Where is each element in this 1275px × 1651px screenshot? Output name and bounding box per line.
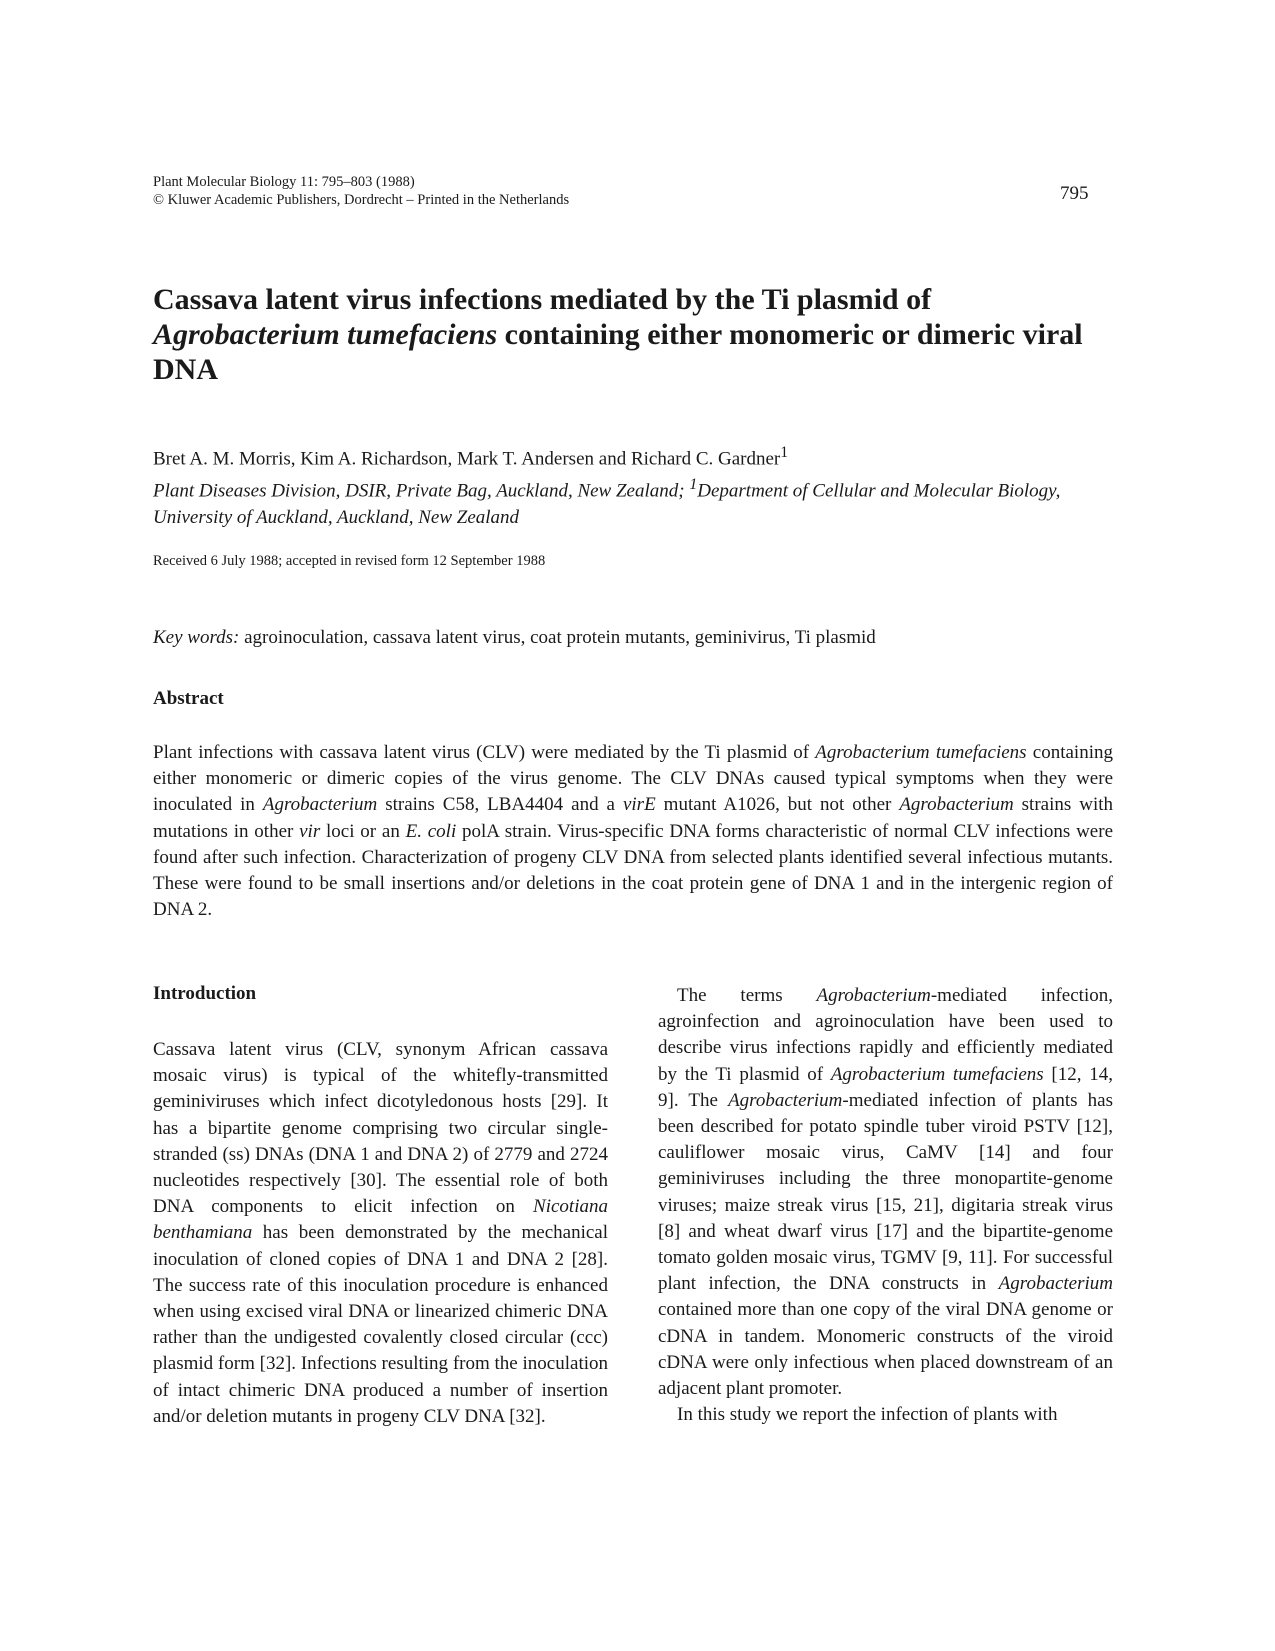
intro-paragraph-2: The terms Agrobacterium-mediated infection, agroinfection and agroinoculation have been used to describe virus infections rapidly and efficiently mediated by the Ti plasmid of Agrobacterium tumefaciens [12, 14, 9]. The Agrobacterium-mediated infection of plants has been described for potato spindle tuber viroid PSTV [12], cauliflower mosaic virus, CaMV [14] and four geminiviruses including the three monopartite-genome viruses; maize streak virus [15, 21], digitaria streak virus [8] and wheat dwarf virus [17] and the bipartite-genome tomato golden mosaic virus, TGMV [9, 11]. For successful plant infection, the DNA constructs in Agrobacterium contained more than one copy of the viral DNA genome or cDNA in tandem. Monomeric constructs of the viroid cDNA were only infectious when placed downstream of an adjacent plant promoter. <box>658 985 1113 1400</box>
affiliations: Plant Diseases Division, DSIR, Private Bag, Auckland, New Zealand; $^1$Department of Cellular and Molecular Biology, University of Auckland, Auckland, New Zealand <box>153 476 1061 528</box>
introduction-heading: Introduction <box>153 983 257 1004</box>
intro-paragraph-1: Cassava latent virus (CLV, synonym African cassava mosaic virus) is typical of the whitefly-transmitted geminiviruses which infect dicotyledonous hosts [29]. It has a bipartite genome comprising two circular single-stranded (ss) DNAs (DNA 1 and DNA 2) of 2779 and 2724 nucleotides respectively [30]. The essential role of both DNA components to elicit infection on Nicotiana benthamiana has been demonstrated by the mechanical inoculation of cloned copies of DNA 1 and DNA 2 [28]. The success rate of this inoculation procedure is enhanced when using excised viral DNA or linearized chimeric DNA rather than the undigested covalently closed circular (ccc) plasmid form [32]. Infections resulting from the inoculation of intact chimeric DNA produced a number of insertion and/or deletion mutants in progeny CLV DNA [32]. <box>153 1039 608 1427</box>
intro-paragraph-3: In this study we report the infection of plants with <box>677 1404 1058 1426</box>
keywords <box>153 627 876 649</box>
author-block <box>153 440 1113 531</box>
page-number: 795 <box>1060 183 1089 204</box>
article-title: Cassava latent virus infections mediated by the Ti plasmid of Agrobacterium tumefaciens containing either monomeric or dimeric viral DNA <box>153 283 1083 386</box>
journal-citation: Plant Molecular Biology 11: 795–803 (1988) <box>153 174 415 190</box>
abstract-body: Plant infections with cassava latent virus (CLV) were mediated by the Ti plasmid of Agrobacterium tumefaciens containing either monomeric or dimeric copies of the virus genome. The CLV DNAs caused typical symptoms when they were inoculated in Agrobacterium strains C58, LBA4404 and a virE mutant A1026, but not other Agrobacterium strains with mutations in other vir loci or an E. coli polA strain. Virus-specific DNA forms characteristic of normal CLV infections were found after such infection. Characterization of progeny CLV DNA from selected plants identified several infectious mutants. These were found to be small insertions and/or deletions in the coat protein gene of DNA 1 and in the intergenic region of DNA 2. <box>153 742 1114 921</box>
intro-left-column <box>153 1037 608 1430</box>
title-species: Agrobacterium tumefaciens <box>153 318 498 351</box>
abstract-heading: Abstract <box>153 688 224 709</box>
received-dates: Received 6 July 1988; accepted in revised form 12 September 1988 <box>153 553 546 569</box>
keywords-text: agroinoculation, cassava latent virus, coat protein mutants, geminivirus, Ti plasmid <box>239 627 876 648</box>
journal-header <box>153 173 569 209</box>
publisher-line: © Kluwer Academic Publishers, Dordrecht – Printed in the Netherlands <box>153 192 570 208</box>
author-list: Bret A. M. Morris, Kim A. Richardson, Mark T. Andersen and Richard C. Gardner$^1$ <box>153 444 789 470</box>
intro-right-column <box>658 983 1113 1428</box>
keywords-label: Key words: <box>153 627 240 648</box>
